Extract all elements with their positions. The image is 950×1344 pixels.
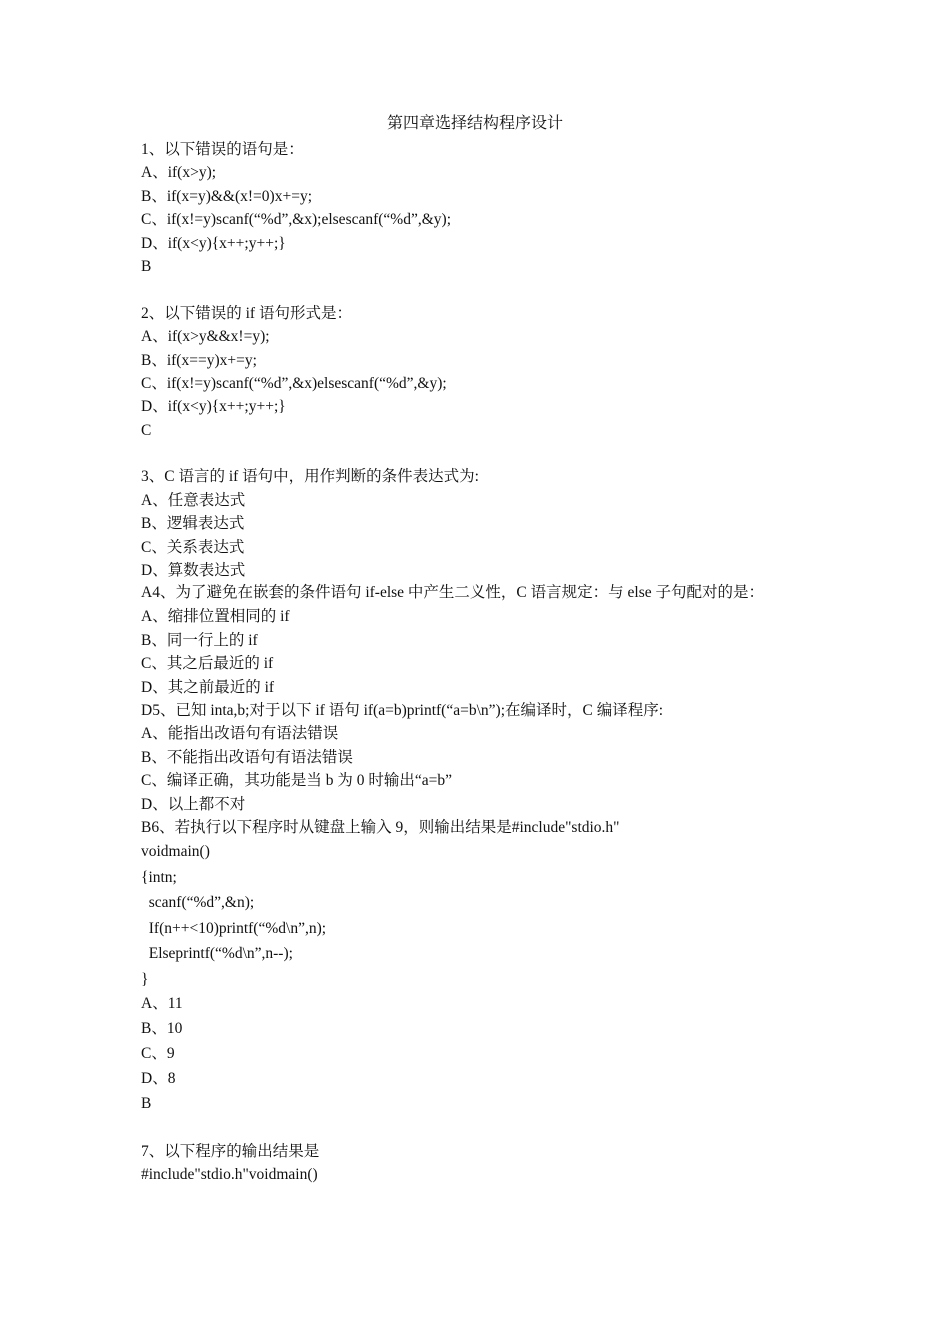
question-1-option-b: B、if(x=y)&&(x!=0)x+=y;	[141, 187, 312, 205]
blank-line	[141, 278, 801, 301]
code-line: Elseprintf(“%d\n”,n--);	[141, 945, 293, 963]
question-3-option-d: D、算数表达式	[141, 562, 246, 580]
question-6-option-c: C、9	[141, 1044, 175, 1062]
question-4-option-d: D、其之前最近的 if	[141, 678, 275, 696]
question-2-option-c: C、if(x!=y)scanf(“%d”,&x)elsescanf(“%d”,&y);	[141, 374, 447, 392]
question-3-option-b: B、逻辑表达式	[141, 515, 245, 533]
question-1-option-d: D、if(x<y){x++;y++;}	[141, 234, 286, 252]
question-3-option-c: C、关系表达式	[141, 538, 245, 556]
question-2-option-a: A、if(x>y&&x!=y);	[141, 328, 270, 346]
question-3-stem: 3、C 语言的 if 语句中，用作判断的条件表达式为:	[141, 468, 479, 486]
code-line: voidmain()	[141, 843, 210, 861]
question-6-option-d: D、8	[141, 1069, 176, 1087]
question-5-option-d: D、以上都不对	[141, 795, 246, 813]
code-line: #include"stdio.h"voidmain()	[141, 1166, 318, 1184]
question-4-stem: A4、为了避免在嵌套的条件语句 if-else 中产生二义性，C 语言规定：与 else 子句配对的是：	[141, 584, 764, 602]
blank-line	[141, 1116, 801, 1139]
question-1-stem: 1、以下错误的语句是：	[141, 141, 304, 158]
question-2-stem: 2、以下错误的 if 语句形式是：	[141, 304, 352, 322]
question-6-option-a: A、11	[141, 995, 183, 1013]
question-7-stem: 7、以下程序的输出结果是	[141, 1142, 320, 1160]
question-2-option-b: B、if(x==y)x+=y;	[141, 351, 257, 369]
question-1-answer: B	[141, 257, 152, 275]
question-4-option-a: A、缩排位置相同的 if	[141, 608, 290, 626]
blank-line	[141, 442, 801, 465]
question-6-answer: B	[141, 1094, 152, 1112]
document-body	[141, 138, 801, 1186]
question-5-option-c: C、编译正确，其功能是当 b 为 0 时输出“a=b”	[141, 772, 452, 790]
question-1-option-c: C、if(x!=y)scanf(“%d”,&x);elsescanf(“%d”,&y);	[141, 211, 452, 229]
question-5-stem: D5、已知 inta,b;对于以下 if 语句 if(a=b)printf(“a=b\n”);在编译时，C 编译程序:	[141, 701, 664, 719]
question-2-option-d: D、if(x<y){x++;y++;}	[141, 398, 286, 416]
code-line: {intn;	[141, 868, 177, 886]
document-title: 第四章选择结构程序设计	[386, 115, 563, 132]
question-4-option-b: B、同一行上的 if	[141, 631, 258, 649]
code-line: If(n++<10)printf(“%d\n”,n);	[141, 919, 327, 937]
question-2-answer: C	[141, 421, 152, 439]
question-3-option-a: A、任意表达式	[141, 491, 246, 509]
question-5-option-b: B、不能指出改语句有语法错误	[141, 748, 353, 766]
question-4-option-c: C、其之后最近的 if	[141, 655, 274, 673]
question-6-option-b: B、10	[141, 1020, 183, 1038]
code-line: }	[141, 970, 149, 988]
question-5-option-a: A、能指出改语句有语法错误	[141, 725, 339, 743]
question-1-option-a: A、if(x>y);	[141, 164, 217, 182]
code-line: scanf(“%d”,&n);	[141, 894, 255, 912]
question-6-stem: B6、若执行以下程序时从键盘上输入 9，则输出结果是#include"stdio.h"	[141, 818, 620, 836]
